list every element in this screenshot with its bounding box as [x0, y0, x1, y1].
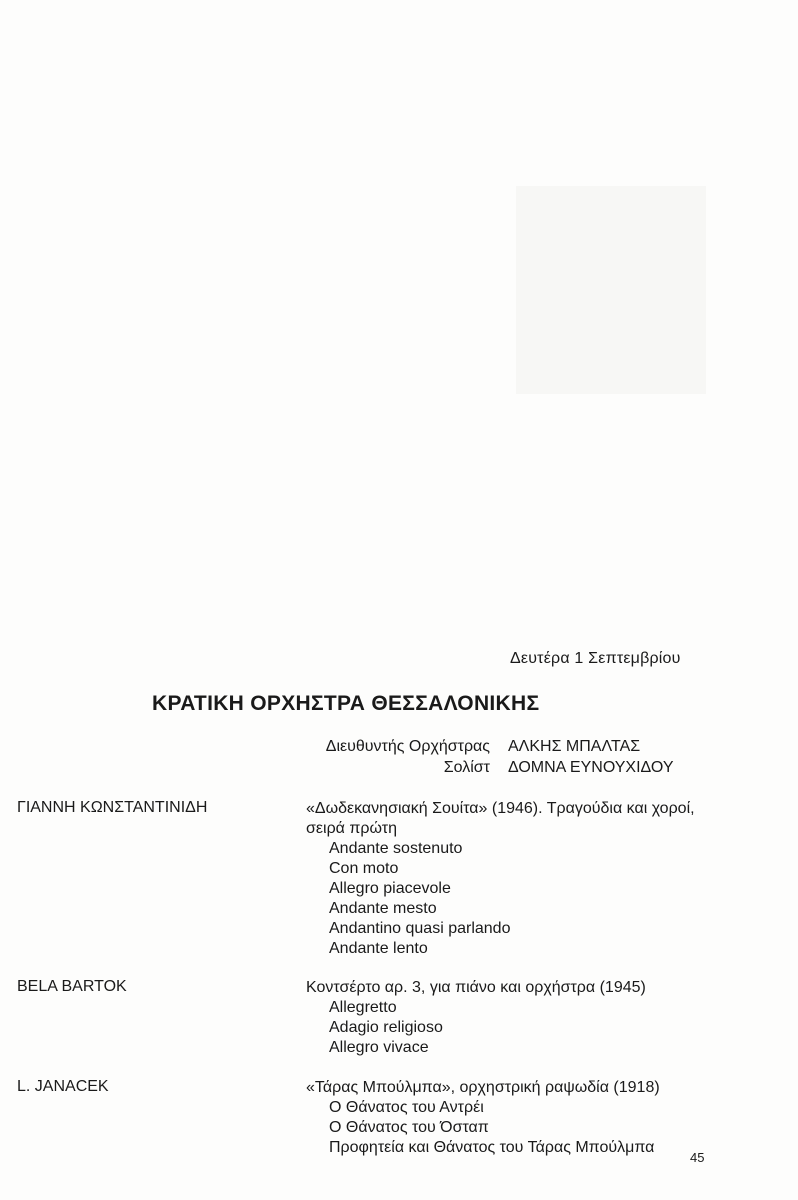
concert-date: Δευτέρα 1 Σεπτεμβρίου: [510, 650, 681, 667]
composer-name: ΓΙΑΝΝΗ ΚΩΝΣΤΑΝΤΙΝΙΔΗ: [17, 799, 208, 816]
conductor-name: ΑΛΚΗΣ ΜΠΑΛΤΑΣ: [508, 738, 641, 755]
work-title: Κοντσέρτο αρ. 3, για πιάνο και ορχήστρα (1945): [306, 979, 646, 996]
program-entry: [306, 799, 712, 959]
composer-name: L. JANACEK: [17, 1078, 109, 1095]
program-entry: [306, 978, 712, 1058]
soloist-name: ΔΟΜΝΑ ΕΥΝΟΥΧΙΔΟΥ: [508, 759, 674, 776]
movement-item: Allegro piacevole: [329, 880, 451, 897]
movement-item: Andante mesto: [329, 900, 437, 917]
program-entry: [306, 1078, 712, 1158]
movement-item: Con moto: [329, 860, 399, 877]
page-number: 45: [690, 1150, 705, 1165]
movement-item: Andante lento: [329, 940, 428, 957]
movement-item: Ο Θάνατος του Αντρέι: [329, 1099, 484, 1116]
movement-item: Andantino quasi parlando: [329, 920, 511, 937]
movement-item: Adagio religioso: [329, 1019, 443, 1036]
movement-item: Ο Θάνατος του Όσταπ: [329, 1119, 489, 1136]
orchestra-title: ΚΡΑΤΙΚΗ ΟΡΧΗΣΤΡΑ ΘΕΣΣΑΛΟΝΙΚΗΣ: [152, 692, 540, 715]
movement-item: Andante sostenuto: [329, 840, 463, 857]
movement-item: Allegro vivace: [329, 1039, 429, 1056]
movement-item: Προφητεία και Θάνατος του Τάρας Μπούλμπα: [329, 1139, 655, 1156]
work-title: «Δωδεκανησιακή Σουίτα» (1946). Τραγούδια και χοροί, σειρά πρώτη: [306, 800, 695, 837]
faded-image-area: [516, 186, 706, 394]
conductor-label: Διευθυντής Ορχήστρας: [325, 738, 490, 755]
movement-item: Allegretto: [329, 999, 397, 1016]
soloist-label: Σολίστ: [443, 759, 490, 776]
work-title: «Τάρας Μπούλμπα», ορχηστρική ραψωδία (1918): [306, 1079, 660, 1096]
composer-name: BELA BARTOK: [17, 978, 127, 995]
